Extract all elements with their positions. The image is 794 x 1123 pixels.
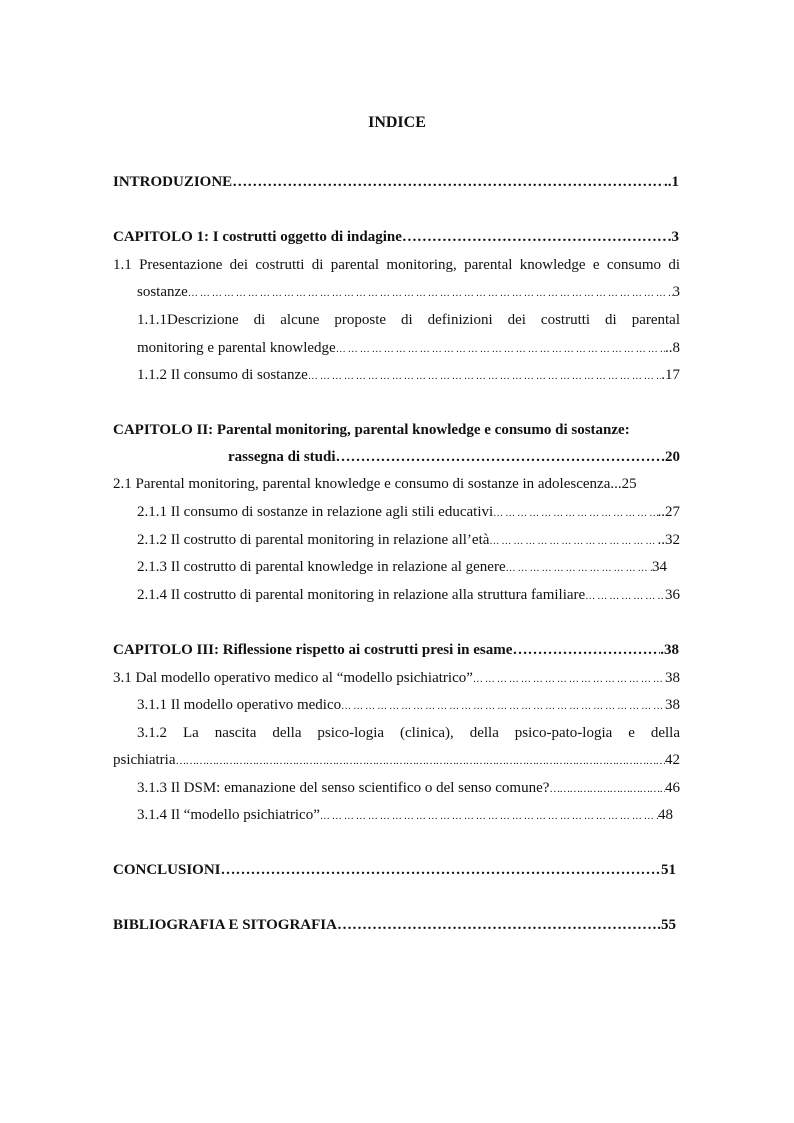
toc-label: 3.1 Dal modello operativo medico al “modello psichiatrico” (113, 670, 473, 686)
toc-label: 1.1.2 Il consumo di sostanze (137, 367, 308, 383)
toc-label: INTRODUZIONE (113, 174, 233, 190)
toc-label: 2.1.2 Il costrutto di parental monitoring in relazione all’età (137, 532, 490, 548)
leader-dots (473, 668, 665, 690)
toc-page-number: 42 (665, 752, 680, 768)
toc-page-number: ..1 (664, 174, 679, 190)
toc-entry-1-1-line2[interactable] (137, 282, 680, 304)
toc-label: 2.1.4 Il costrutto di parental monitoring in relazione alla struttura familiare (137, 587, 586, 603)
toc-page-number: .55 (657, 917, 676, 933)
toc-entry-2-1-1[interactable] (137, 502, 680, 524)
leader-dots (320, 805, 658, 827)
toc-entry-1-1-line1[interactable]: 1.1 Presentazione dei costrutti di parental monitoring, parental knowledge e consumo di (113, 257, 680, 273)
leader-dots (188, 282, 673, 304)
toc-label: sostanze (137, 284, 188, 300)
toc-page-number: 3 (672, 284, 680, 300)
toc-page-number: ..27 (657, 504, 680, 520)
toc-label: CAPITOLO 1: I costrutti oggetto di indagine (113, 229, 402, 245)
page-title: INDICE (368, 114, 426, 131)
toc-entry-2-1-3[interactable] (137, 557, 667, 579)
leader-dots (232, 172, 664, 192)
leader-dots (336, 447, 665, 467)
toc-label: CAPITOLO III: Riflessione rispetto ai costrutti presi in esame (113, 642, 513, 658)
toc-label: BIBLIOGRAFIA E SITOGRAFIA (113, 917, 337, 933)
toc-page-number: ..32 (657, 532, 680, 548)
toc-entry-3-1[interactable] (113, 668, 680, 690)
toc-entry-introduzione[interactable] (113, 172, 679, 192)
toc-page-number: .3 (667, 229, 679, 245)
leader-dots (506, 557, 652, 579)
leader-dots (175, 751, 665, 771)
leader-dots (337, 915, 657, 935)
toc-label: 3.1.3 Il DSM: emanazione del senso scientifico o del senso comune? (137, 780, 550, 796)
toc-entry-capitolo-2-line1[interactable]: CAPITOLO II: Parental monitoring, parental knowledge e consumo di sostanze: (113, 422, 630, 438)
leader-dots (402, 227, 668, 247)
toc-label: psichiatria (113, 752, 176, 768)
leader-dots (341, 695, 665, 717)
toc-page-number: 38 (665, 697, 680, 713)
toc-label: 2.1.1 Il consumo di sostanze in relazione agli stili educativi (137, 504, 494, 520)
leader-dots (336, 338, 665, 360)
toc-page-number: 34 (652, 559, 667, 575)
toc-entry-1-1-2[interactable] (137, 365, 680, 387)
toc-page-number: 46 (665, 780, 680, 796)
toc-entry-bibliografia[interactable] (113, 915, 676, 935)
toc-entry-3-1-4[interactable] (137, 805, 673, 827)
toc-page-number: 48 (658, 807, 673, 823)
toc-page-number: 36 (665, 587, 680, 603)
toc-entry-3-1-3[interactable] (137, 778, 680, 799)
toc-entry-2-1-4[interactable] (137, 585, 680, 607)
toc-label: CONCLUSIONI (113, 862, 221, 878)
toc-page-number: 51 (661, 862, 676, 878)
toc-label: monitoring e parental knowledge (137, 340, 336, 356)
toc-entry-2-1-2[interactable] (137, 530, 680, 552)
toc-page-number: 20 (665, 449, 680, 465)
toc-label: rassegna di studi (228, 449, 336, 465)
leader-dots (221, 860, 661, 880)
toc-label: 3.1.1 Il modello operativo medico (137, 697, 342, 713)
toc-page-number: .17 (661, 367, 680, 383)
toc-entry-2-1[interactable]: 2.1 Parental monitoring, parental knowledge e consumo di sostanze in adolescenza...25 (113, 476, 637, 492)
toc-entry-1-1-1-line1[interactable]: 1.1.1Descrizione di alcune proposte di definizioni dei costrutti di parental (137, 312, 680, 328)
leader-dots (489, 530, 657, 552)
toc-entry-3-1-1[interactable] (137, 695, 680, 717)
toc-entry-3-1-2-line2[interactable] (113, 750, 680, 771)
toc-page-number: 38 (665, 670, 680, 686)
toc-label: 2.1.3 Il costrutto di parental knowledge in relazione al genere (137, 559, 506, 575)
leader-dots (549, 779, 665, 799)
toc-page-number: ..8 (665, 340, 680, 356)
toc-entry-1-1-1-line2[interactable] (137, 338, 680, 360)
toc-entry-capitolo-2-line2[interactable] (228, 447, 680, 467)
toc-page-number: .38 (660, 642, 679, 658)
toc-label: 3.1.4 Il “modello psichiatrico” (137, 807, 320, 823)
leader-dots (308, 365, 661, 387)
leader-dots (493, 502, 657, 524)
leader-dots (585, 585, 665, 607)
toc-entry-capitolo-1[interactable] (113, 227, 679, 247)
toc-entry-conclusioni[interactable] (113, 860, 676, 880)
toc-entry-capitolo-3[interactable] (113, 640, 679, 660)
leader-dots (512, 640, 660, 660)
toc-entry-3-1-2-line1[interactable]: 3.1.2 La nascita della psico-logia (clinica), della psico-pato-logia e della (137, 725, 680, 741)
